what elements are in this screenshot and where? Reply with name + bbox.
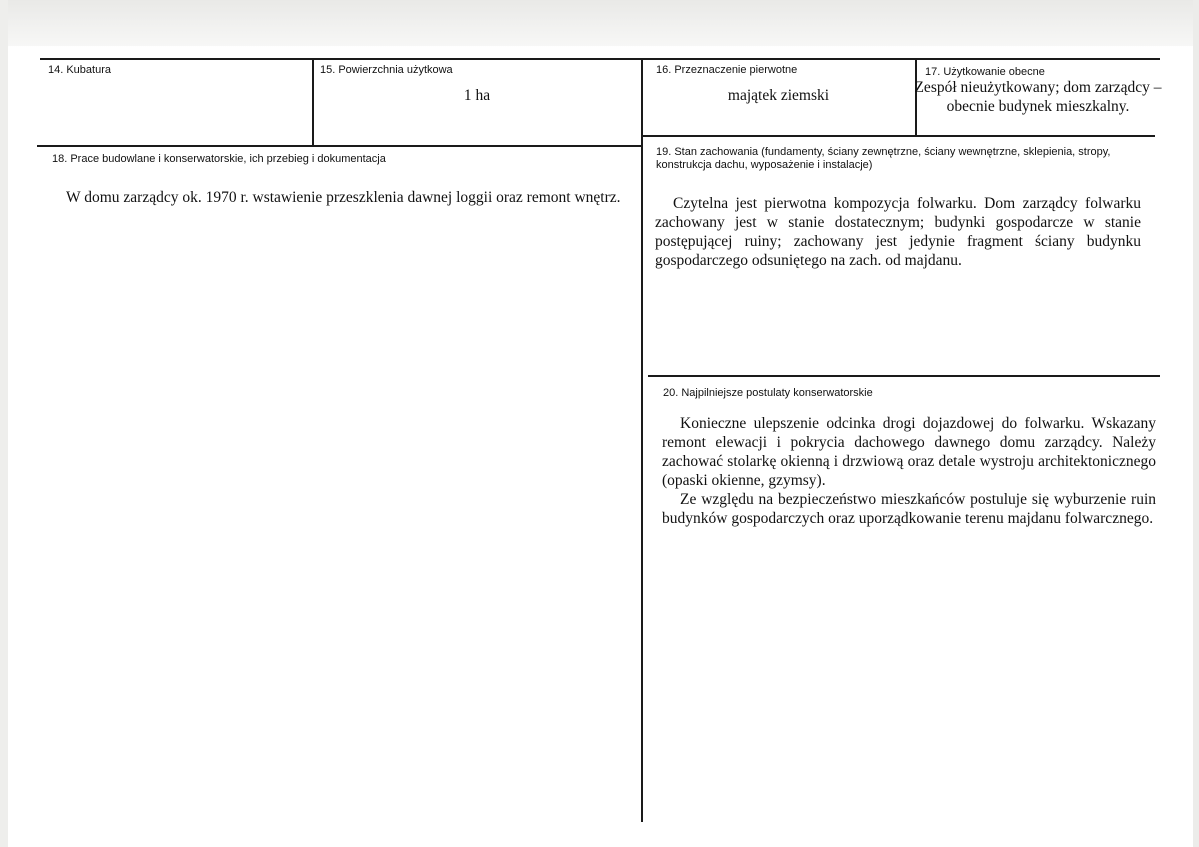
field-20-value — [662, 414, 1156, 528]
field-14-label: 14. Kubatura — [48, 64, 111, 76]
field-20-label: 20. Najpilniejsze postulaty konserwatorskie — [663, 387, 873, 399]
rule-under-19 — [648, 375, 1160, 377]
top-rule — [40, 58, 1160, 60]
field-16-label: 16. Przeznaczenie pierwotne — [656, 64, 798, 76]
scan-edge-left — [0, 0, 8, 847]
scan-edge-right — [1193, 0, 1199, 847]
field-18-label: 18. Prace budowlane i konserwatorskie, ich przebieg i dokumentacja — [52, 153, 386, 165]
field-18-value: W domu zarządcy ok. 1970 r. wstawienie przeszklenia dawnej loggii oraz remont wnętrz. — [66, 189, 621, 206]
rule-left-under-15 — [37, 145, 642, 147]
field-15-value: 1 ha — [463, 87, 491, 104]
field-16-value: majątek ziemski — [727, 87, 830, 104]
rule-right-under-17 — [641, 135, 1155, 137]
scan-edge-top — [0, 0, 1199, 46]
field-17-label: 17. Użytkowanie obecne — [925, 66, 1045, 78]
center-divider — [641, 58, 643, 822]
field-15-label: 15. Powierzchnia użytkowa — [320, 64, 453, 76]
field-19-value: Czytelna jest pierwotna kompozycja folwarku. Dom zarządcy folwarku zachowany jest w stanie dostatecznym; budynki gospodarcze w stanie postępującej ruiny; zachowany jest jedynie fragment ściany budynku gospodarczego odsuniętego na zach. od majdanu. — [655, 195, 1141, 269]
field-20-paragraph-2: Ze względu na bezpieczeństwo mieszkańców postuluje się wyburzenie ruin budynków gospodarczych oraz uporządkowanie terenu majdanu folwarcznego. — [662, 491, 1156, 527]
field-19-label: 19. Stan zachowania (fundamenty, ściany zewnętrzne, ściany wewnętrzne, sklepienia, stropy, konstrukcja dachu, wyposażenie i instalacje) — [656, 146, 1111, 171]
field-17-value: Zespół nieużytkowany; dom zarządcy – obecnie budynek mieszkalny. — [914, 79, 1162, 115]
field-20-paragraph-1: Konieczne ulepszenie odcinka drogi dojazdowej do folwarku. Wskazany remont elewacji i pokrycia dachowego dawnego domu zarządcy. Należy zachować stolarkę okienną i drzwiową oraz detale wystroju architektonicznego (opaski okienne, gzymsy). — [662, 415, 1156, 489]
